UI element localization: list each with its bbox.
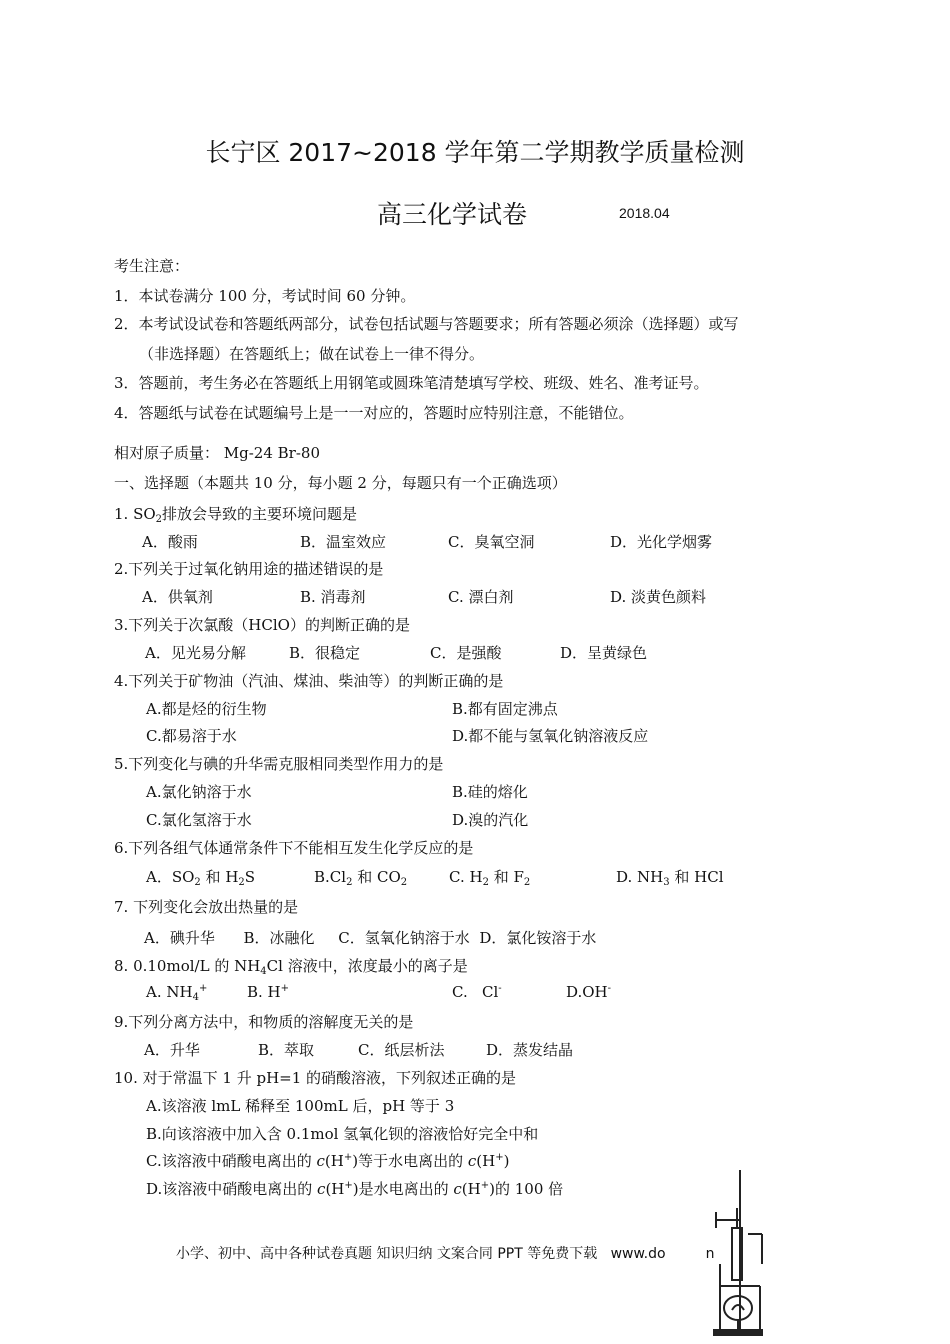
question-9-stem: 9.下列分离方法中，和物质的溶解度无关的是: [114, 1013, 414, 1031]
q6-option-a: A．$SO_2$ 和 $H_2S$: [146, 868, 256, 888]
atomic-mass: 相对原子质量： Mg-24 Br-80: [114, 444, 321, 462]
q9-option-c: C．纸层析法: [358, 1041, 445, 1059]
q4-option-a: A.都是烃的衍生物: [146, 700, 267, 718]
notice-item-1: 1．本试卷满分 100 分，考试时间 60 分钟。: [114, 287, 416, 305]
question-7-stem: 7. 下列变化会放出热量的是: [114, 898, 299, 916]
q2-option-b: B. 消毒剂: [300, 588, 366, 606]
q2-option-c: C. 漂白剂: [448, 588, 514, 606]
q9-option-b: B．萃取: [258, 1041, 315, 1059]
q1-option-a: A．酸雨: [142, 533, 198, 551]
notice-item-2-cont: （非选择题）在答题纸上；做在试卷上一律不得分。: [139, 345, 485, 363]
footer-text: 小学、初中、高中各种试卷真题 知识归纳 文案合同 PPT 等免费下载 www.do n: [176, 1246, 715, 1262]
q10-option-c: C.该溶液中硝酸电离出的 c(H+)等于水电离出的 c(H+): [146, 1152, 510, 1170]
question-3-stem: 3.下列关于次氯酸（HClO）的判断正确的是: [114, 616, 410, 634]
section-heading: 一、选择题（本题共 10 分，每小题 2 分，每题只有一个正确选项）: [114, 474, 567, 492]
q8-option-b: B. H+: [247, 983, 290, 1001]
q3-option-c: C．是强酸: [430, 644, 502, 662]
q4-option-d: D.都不能与氢氧化钠溶液反应: [452, 727, 649, 745]
q4-option-c: C.都易溶于水: [146, 727, 237, 745]
question-2-stem: 2.下列关于过氧化钠用途的描述错误的是: [114, 560, 384, 578]
q5-option-d: D.溴的汽化: [452, 811, 529, 829]
q3-option-a: A．见光易分解: [145, 644, 246, 662]
question-8-stem: 8. 0.10mol/L 的 $NH_4Cl$ 溶液中，浓度最小的离子是: [114, 957, 468, 977]
exam-title: 长宁区 2017~2018 学年第二学期教学质量检测: [205, 138, 745, 167]
q1-option-d: D．光化学烟雾: [610, 533, 713, 551]
question-1-stem: 1. $SO_2$排放会导致的主要环境问题是: [114, 505, 358, 525]
q6-option-d: D. $NH_3$ 和 HCl: [616, 868, 724, 888]
notice-item-4: 4．答题纸与试卷在试题编号上是一一对应的，答题时应特别注意，不能错位。: [114, 404, 634, 422]
question-4-stem: 4.下列关于矿物油（汽油、煤油、柴油等）的判断正确的是: [114, 672, 504, 690]
notice-item-3: 3．答题前，考生务必在答题纸上用钢笔或圆珠笔清楚填写学校、班级、姓名、准考证号。: [114, 374, 709, 392]
q5-option-a: A.氯化钠溶于水: [146, 783, 252, 801]
notice-item-2: 2．本考试设试卷和答题纸两部分，试卷包括试题与答题要求；所有答题必须涂（选择题）或写: [114, 315, 739, 333]
q4-option-b: B.都有固定沸点: [452, 700, 558, 718]
exam-subtitle: 高三化学试卷: [377, 200, 528, 229]
q9-option-a: A．升华: [144, 1041, 200, 1059]
q6-option-b: $B.Cl_2$ 和 $CO_2$: [314, 868, 408, 888]
q2-option-a: A．供氧剂: [142, 588, 213, 606]
q5-option-c: C.氯化氢溶于水: [146, 811, 252, 829]
question-5-stem: 5.下列变化与碘的升华需克服相同类型作用力的是: [114, 755, 444, 773]
exam-date: 2018.04: [619, 205, 670, 221]
q10-option-d: D.该溶液中硝酸电离出的 c(H+)是水电离出的 c(H+)的 100 倍: [146, 1180, 564, 1198]
q3-option-d: D．呈黄绿色: [560, 644, 648, 662]
q6-option-c: C. $H_2$ 和 $F_2$: [449, 868, 531, 888]
q7-options: A．碘升华 B．冰融化 C．氢氧化钠溶于水 D．氯化铵溶于水: [144, 929, 597, 947]
q10-option-b: B.向该溶液中加入含 0.1mol 氢氧化钡的溶液恰好完全中和: [146, 1125, 539, 1143]
q8-option-c: C. Cl-: [452, 983, 502, 1001]
q5-option-b: B.硅的熔化: [452, 783, 528, 801]
q1-option-c: C．臭氧空洞: [448, 533, 535, 551]
q1-option-b: B．温室效应: [300, 533, 387, 551]
lab-apparatus-icon: [702, 1168, 772, 1338]
q2-option-d: D. 淡黄色颜料: [610, 588, 707, 606]
q8-option-a: A. $NH_4^+$: [146, 983, 208, 1003]
q9-option-d: D．蒸发结晶: [486, 1041, 574, 1059]
notice-heading: 考生注意：: [114, 257, 190, 275]
question-10-stem: 10. 对于常温下 1 升 pH=1 的硝酸溶液，下列叙述正确的是: [114, 1069, 517, 1087]
question-6-stem: 6.下列各组气体通常条件下不能相互发生化学反应的是: [114, 839, 474, 857]
q10-option-a: A.该溶液 lmL 稀释至 100mL 后，pH 等于 3: [146, 1097, 455, 1115]
q3-option-b: B．很稳定: [289, 644, 361, 662]
q8-option-d: D.OH-: [566, 983, 612, 1001]
